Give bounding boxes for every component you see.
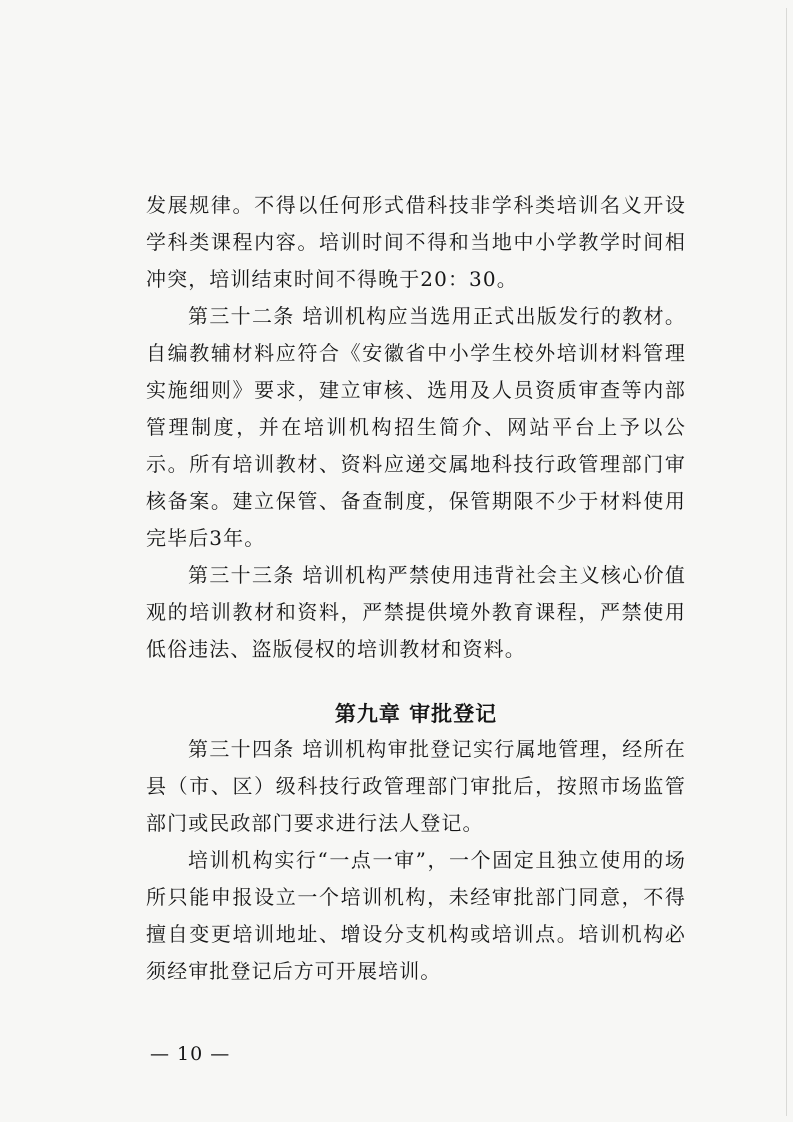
paragraph-article-34: 第三十四条 培训机构审批登记实行属地管理，经所在县（市、区）级科技行政管理部门审批后，按照市场监管部门或民政部门要求进行法人登记。 (146, 737, 686, 835)
paragraph-continued: 发展规律。不得以任何形式借科技非学科类培训名义开设学科类课程内容。培训时间不得和当地中小学教学时间相冲突，培训结束时间不得晚于20：30。 (146, 193, 686, 291)
page-edge-line (786, 8, 787, 1116)
paragraph-article-33: 第三十三条 培训机构严禁使用违背社会主义核心价值观的培训教材和资料，严禁提供境外教育课程，严禁使用低俗违法、盗版侵权的培训教材和资料。 (146, 563, 686, 661)
page-number: — 10 — (150, 1043, 231, 1065)
chapter-heading: 第九章 审批登记 (334, 702, 498, 726)
paragraph-article-32: 第三十二条 培训机构应当选用正式出版发行的教材。自编教辅材料应符合《安徽省中小学生校外培训材料管理实施细则》要求，建立审核、选用及人员资质审查等内部管理制度，并在培训机构招生简介、网站平台上予以公示。所有培训教材、资料应递交属地科技行政管理部门审核备案。建立保管、备查制度，保管期限不少于材料使用完毕后3年。 (146, 304, 686, 550)
paragraph-one-site-one-review: 培训机构实行“一点一审”，一个固定且独立使用的场所只能申报设立一个培训机构，未经审批部门同意，不得擅自变更培训地址、增设分支机构或培训点。培训机构必须经审批登记后方可开展培训。 (146, 848, 686, 983)
document-body (146, 187, 686, 990)
